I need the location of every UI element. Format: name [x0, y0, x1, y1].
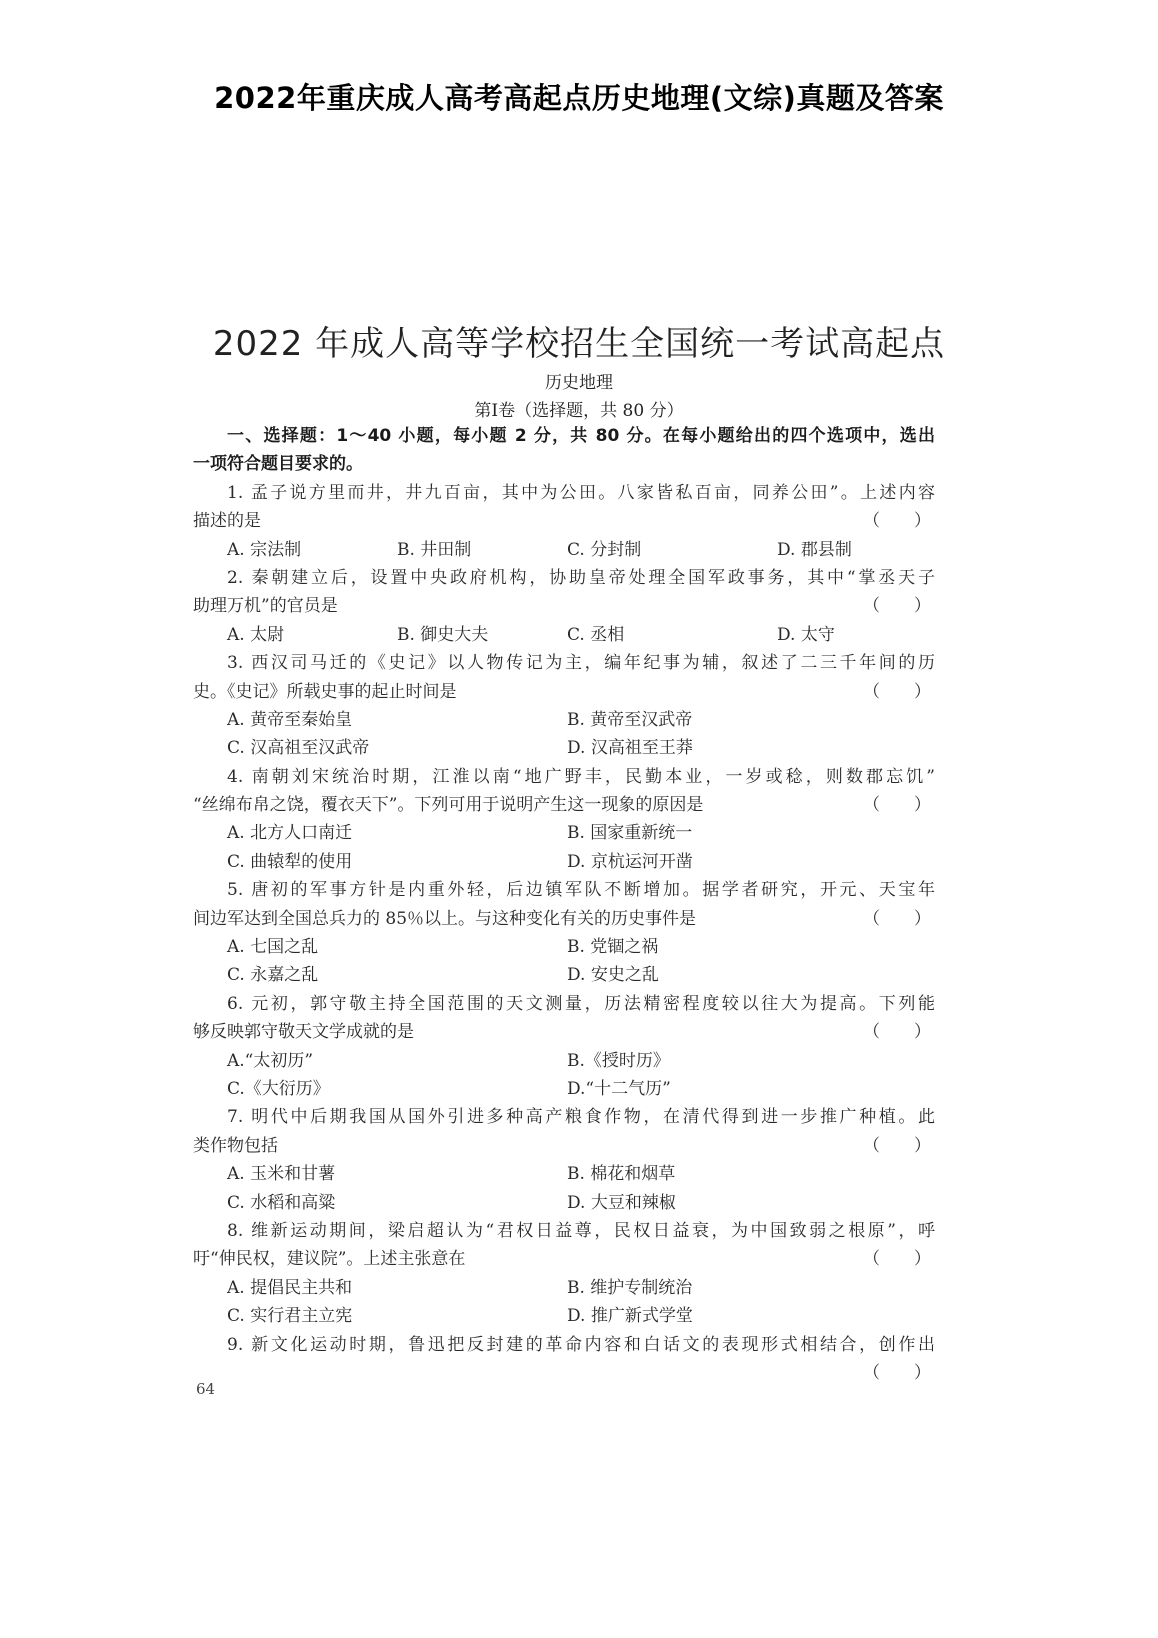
option-a: A. 玉米和甘薯: [227, 1164, 336, 1185]
question-stem-line1: 4. 南朝刘宋统治时期，江淮以南“地广野丰，民勤本业，一岁或稔，则数郡忘饥”: [227, 766, 935, 787]
option-d: D. 郡县制: [777, 539, 852, 560]
question-stem-line2: 史。《史记》所载史事的起止时间是: [193, 681, 457, 702]
option-b: B. 棉花和烟草: [567, 1164, 676, 1185]
answer-paren: （ ）: [863, 681, 931, 702]
options-row: [193, 734, 935, 762]
exam-heading: 2022 年成人高等学校招生全国统一考试高起点: [212, 324, 946, 364]
option-c: C. 实行君主立宪: [227, 1306, 353, 1327]
option-b: B. 党锢之祸: [567, 937, 659, 958]
question-stem-line2: 助理万机”的官员是: [193, 596, 338, 617]
question-7: [193, 1103, 935, 1217]
options-row: [193, 1075, 935, 1103]
exam-content: [193, 422, 935, 1387]
answer-paren: （ ）: [863, 1135, 931, 1156]
option-a: A. 宗法制: [227, 539, 302, 560]
question-2: [193, 564, 935, 649]
answer-paren: （ ）: [863, 795, 931, 816]
answer-paren: （ ）: [863, 1362, 931, 1383]
option-d: D. 汉高祖至王莽: [567, 738, 693, 759]
option-b: B.《授时历》: [567, 1050, 670, 1071]
question-stem-line2: 吁“伸民权，建议院”。上述主张意在: [193, 1249, 466, 1270]
volume-title: 第Ⅰ卷（选择题，共 80 分）: [474, 401, 684, 421]
question-8: [193, 1217, 935, 1331]
question-stem-line2: 间边军达到全国总兵力的 85％以上。与这种变化有关的历史事件是: [193, 908, 697, 929]
options-row: [193, 1274, 935, 1302]
option-a: A.“太初历”: [227, 1050, 314, 1071]
question-stem-line1: 7. 明代中后期我国从国外引进多种高产粮食作物，在清代得到进一步推广种植。此: [227, 1107, 935, 1128]
question-9: [193, 1331, 935, 1388]
option-c: C.《大衍历》: [227, 1078, 330, 1099]
page-number: 64: [196, 1380, 216, 1398]
option-d: D. 推广新式学堂: [567, 1306, 693, 1327]
option-b: B. 维护专制统治: [567, 1277, 693, 1298]
options-row: [193, 1047, 935, 1075]
question-5: [193, 876, 935, 990]
option-c: C. 分封制: [567, 539, 642, 560]
option-a: A. 七国之乱: [227, 937, 319, 958]
option-d: D. 太守: [777, 624, 835, 645]
option-c: C. 水稻和高粱: [227, 1192, 336, 1213]
question-stem-line1: 3. 西汉司马迁的《史记》以人物传记为主，编年纪事为辅，叙述了二三千年间的历: [227, 653, 935, 674]
document-title: 2022年重庆成人高考高起点历史地理(文综)真题及答案: [214, 81, 944, 115]
option-c: C. 汉高祖至汉武帝: [227, 738, 370, 759]
question-stem-line2: 类作物包括: [193, 1135, 278, 1156]
question-stem-line1: 6. 元初，郭守敬主持全国范围的天文测量，历法精密程度较以往大为提高。下列能: [227, 993, 935, 1014]
question-stem-line1: 5. 唐初的军事方针是内重外轻，后边镇军队不断增加。据学者研究，开元、天宝年: [227, 880, 935, 901]
answer-paren: （ ）: [863, 596, 931, 617]
question-stem-line2: 够反映郭守敬天文学成就的是: [193, 1022, 414, 1043]
option-d: D.“十二气历”: [567, 1078, 671, 1099]
options-row: [193, 819, 935, 847]
option-c: C. 永嘉之乱: [227, 965, 319, 986]
option-c: C. 曲辕犁的使用: [227, 851, 353, 872]
option-b: B. 井田制: [397, 539, 472, 560]
question-stem-line2: “丝绵布帛之饶，覆衣天下”。下列可用于说明产生这一现象的原因是: [193, 795, 704, 816]
options-row: [193, 1160, 935, 1188]
answer-paren: （ ）: [863, 1249, 931, 1270]
question-stem-line1: 2. 秦朝建立后，设置中央政府机构，协助皇帝处理全国军政事务，其中“掌丞天子: [227, 567, 935, 588]
option-d: D. 大豆和辣椒: [567, 1192, 676, 1213]
option-b: B. 御史大夫: [397, 624, 489, 645]
answer-paren: （ ）: [863, 511, 931, 532]
question-stem-line1: 8. 维新运动期间，梁启超认为“君权日益尊，民权日益衰，为中国致弱之根原”，呼: [227, 1220, 935, 1241]
options-row: [193, 536, 935, 564]
option-a: A. 黄帝至秦始皇: [227, 709, 353, 730]
answer-paren: （ ）: [863, 908, 931, 929]
options-row: [193, 1189, 935, 1217]
question-6: [193, 990, 935, 1104]
answer-paren: （ ）: [863, 1022, 931, 1043]
options-row: [193, 706, 935, 734]
option-a: A. 太尉: [227, 624, 285, 645]
options-row: [193, 961, 935, 989]
options-row: [193, 621, 935, 649]
option-a: A. 北方人口南迁: [227, 823, 353, 844]
question-stem-line1: 9. 新文化运动时期，鲁迅把反封建的革命内容和白话文的表现形式相结合，创作出: [227, 1334, 935, 1355]
question-stem-line1: 1. 孟子说方里而井，井九百亩，其中为公田。八家皆私百亩，同养公田”。上述内容: [227, 482, 935, 503]
question-4: [193, 763, 935, 877]
options-row: [193, 1302, 935, 1330]
option-b: B. 国家重新统一: [567, 823, 693, 844]
option-d: D. 安史之乱: [567, 965, 659, 986]
option-d: D. 京杭运河开凿: [567, 851, 693, 872]
subject-title: 历史地理: [545, 373, 613, 393]
section-instruction-line1: 一、选择题：1～40 小题，每小题 2 分，共 80 分。在每小题给出的四个选项中，选出: [227, 426, 935, 446]
question-1: [193, 479, 935, 564]
options-row: [193, 848, 935, 876]
question-3: [193, 649, 935, 763]
option-a: A. 提倡民主共和: [227, 1277, 353, 1298]
section-instruction-line2: 一项符合题目要求的。: [193, 454, 363, 475]
question-stem-line2: 描述的是: [193, 511, 261, 532]
option-c: C. 丞相: [567, 624, 625, 645]
option-b: B. 黄帝至汉武帝: [567, 709, 693, 730]
options-row: [193, 933, 935, 961]
